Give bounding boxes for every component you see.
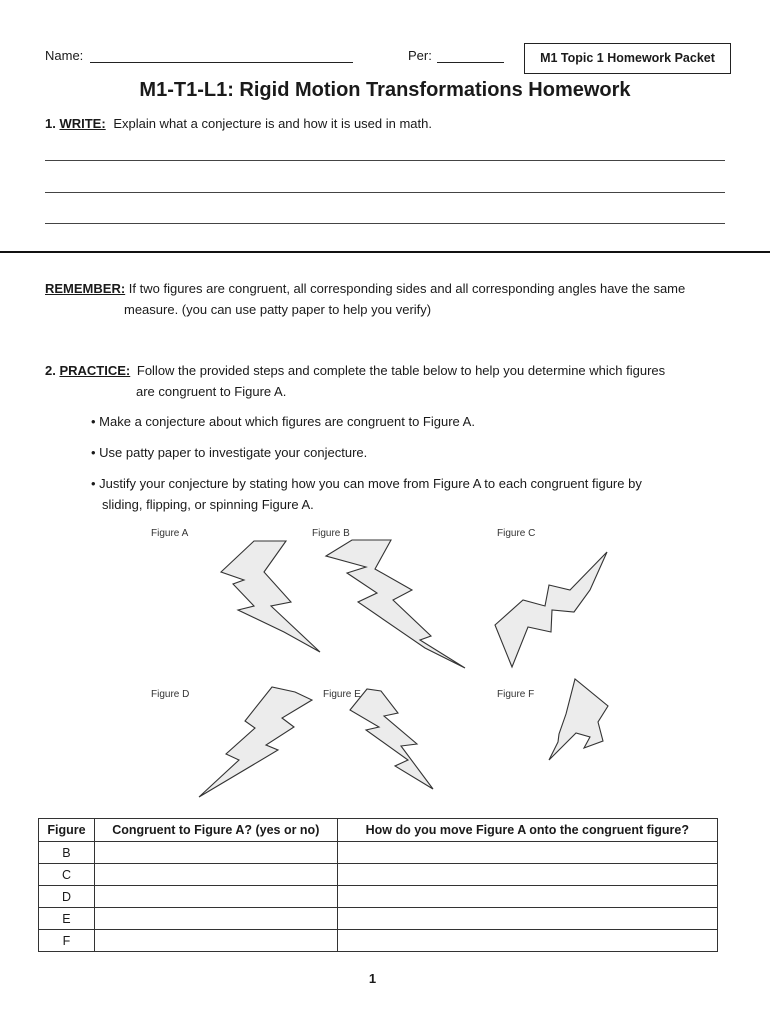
congruent-answer-cell[interactable] <box>94 864 337 886</box>
move-answer-cell[interactable] <box>337 886 717 908</box>
figure-d-label: Figure D <box>151 689 190 700</box>
figure-a-bolt <box>221 541 320 652</box>
move-answer-cell[interactable] <box>337 908 717 930</box>
figure-c-bolt <box>495 552 607 667</box>
congruent-answer-cell[interactable] <box>94 930 337 952</box>
table-row <box>39 842 718 864</box>
figure-cell: F <box>39 930 95 952</box>
q1-prompt: Explain what a conjecture is and how it is used in math. <box>113 116 432 131</box>
figure-c-label: Figure C <box>497 528 536 539</box>
congruent-answer-cell[interactable] <box>94 886 337 908</box>
figure-f-label: Figure F <box>497 689 535 700</box>
figure-b-label: Figure B <box>312 528 350 539</box>
figure-f-bolt <box>549 679 608 760</box>
move-answer-cell[interactable] <box>337 842 717 864</box>
bullet-item: • Use patty paper to investigate your conjecture. <box>91 445 368 460</box>
move-answer-cell[interactable] <box>337 864 717 886</box>
bullet-item-continued: sliding, flipping, or spinning Figure A. <box>102 497 314 512</box>
figure-e-label: Figure E <box>323 689 361 700</box>
table-row <box>39 908 718 930</box>
figure-cell: E <box>39 908 95 930</box>
bullet-item: • Justify your conjecture by stating how you can move from Figure A to each congruent figure by <box>91 476 642 491</box>
q2-tag: PRACTICE: <box>59 363 131 378</box>
move-answer-cell[interactable] <box>337 930 717 952</box>
q2-number: 2. <box>45 363 56 378</box>
congruent-answer-cell[interactable] <box>94 908 337 930</box>
q2-line-1: Follow the provided steps and complete the table below to help you determine which figures <box>136 363 666 378</box>
page-number: 1 <box>368 971 377 986</box>
q1-tag: WRITE: <box>59 116 106 131</box>
figure-cell: D <box>39 886 95 908</box>
remember-tag: REMEMBER: <box>45 281 126 296</box>
per-label: Per: <box>408 48 432 63</box>
remember-line-2: measure. (you can use patty paper to help you verify) <box>124 302 432 317</box>
table-row <box>39 864 718 886</box>
figure-cell: C <box>39 864 95 886</box>
table-header-row <box>39 819 718 842</box>
table-header: Congruent to Figure A? (yes or no) <box>94 819 337 842</box>
figure-b-bolt <box>326 540 465 668</box>
table-header: Figure <box>39 819 95 842</box>
congruent-answer-cell[interactable] <box>94 842 337 864</box>
bullet-item: • Make a conjecture about which figures are congruent to Figure A. <box>91 414 475 429</box>
table-row <box>39 886 718 908</box>
q1-number: 1. <box>45 116 56 131</box>
table-header: How do you move Figure A onto the congruent figure? <box>337 819 717 842</box>
packet-badge: M1 Topic 1 Homework Packet <box>524 43 731 74</box>
table-row <box>39 930 718 952</box>
q2-line-2: are congruent to Figure A. <box>136 384 287 399</box>
name-label: Name: <box>45 48 84 63</box>
page-title: M1-T1-L1: Rigid Motion Transformations Homework <box>139 79 631 101</box>
figure-a-label: Figure A <box>151 528 189 539</box>
congruence-table <box>38 818 718 952</box>
figure-e-bolt <box>350 689 433 789</box>
remember-line-1: If two figures are congruent, all corresponding sides and all corresponding angles have the same <box>128 281 686 296</box>
figure-cell: B <box>39 842 95 864</box>
figure-d-bolt <box>199 687 312 797</box>
